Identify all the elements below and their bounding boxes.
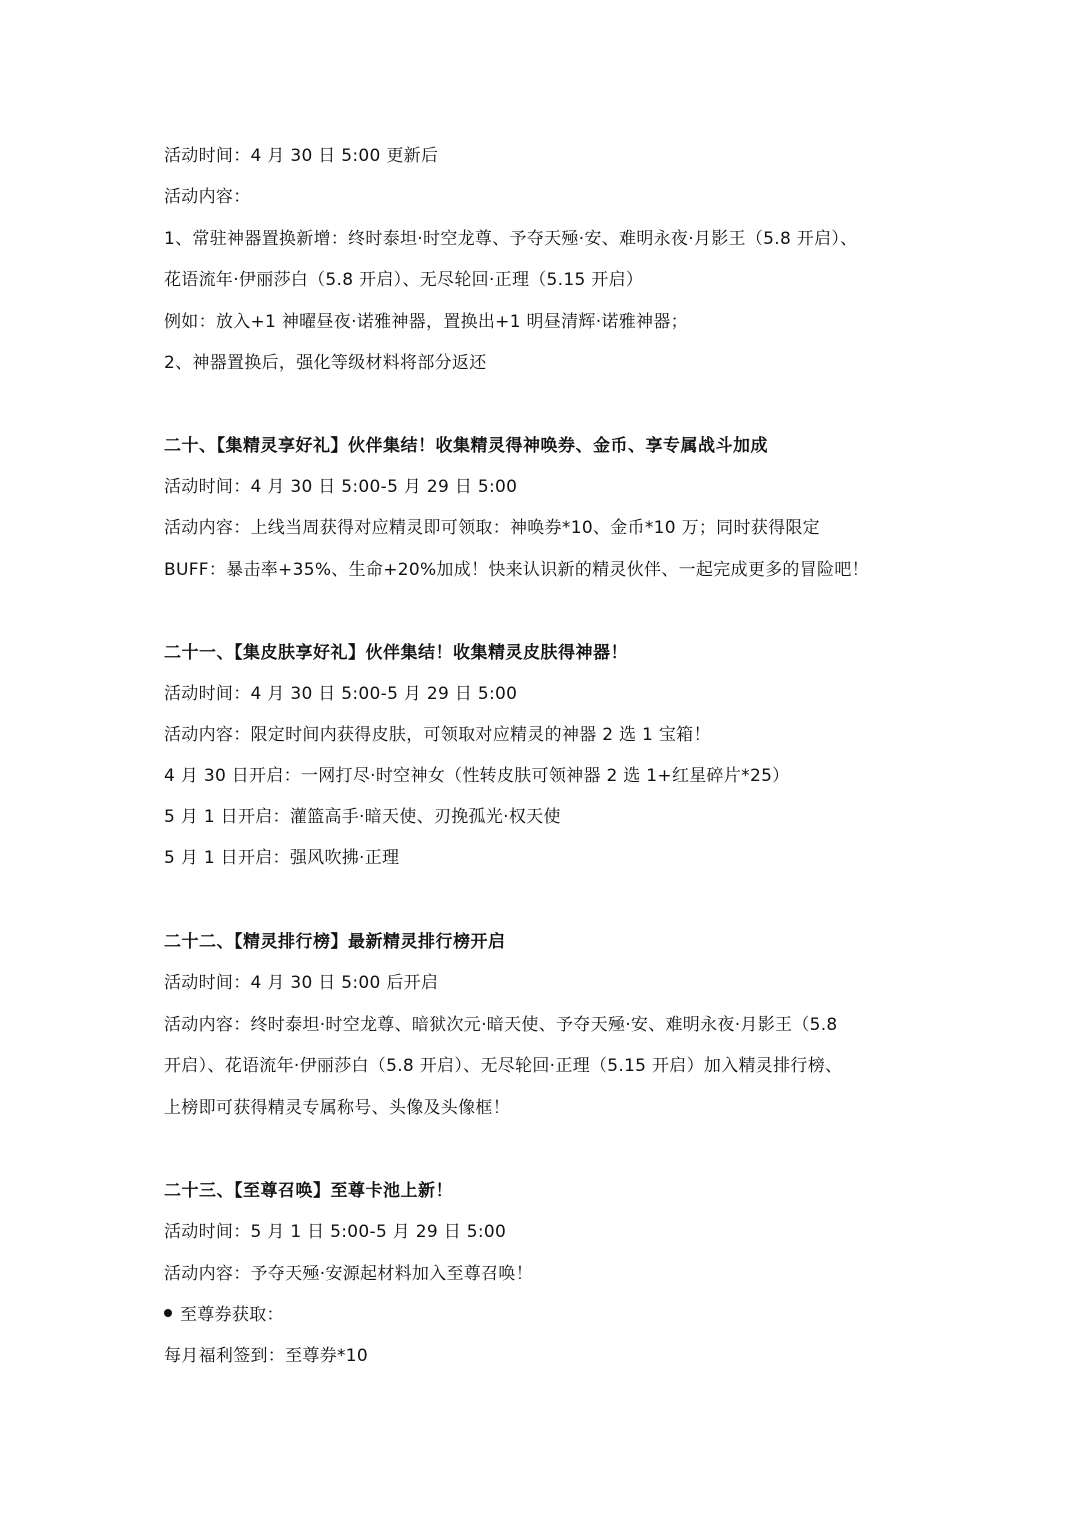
section21-line-b: 5 月 1 日开启：灌篮高手·暗天使、刃挽孤光·权天使 [164, 807, 561, 827]
section21-line-c: 5 月 1 日开启：强风吹拂·正理 [164, 848, 400, 868]
section20-heading: 二十、【集精灵享好礼】伙伴集结！收集精灵得神唤券、金币、享专属战斗加成 [164, 436, 768, 456]
section22-content-line2: 开启）、花语流年·伊丽莎白（5.8 开启）、无尽轮回·正理（5.15 开启）加入精灵排行榜、 [164, 1056, 843, 1076]
section21-line-a: 4 月 30 日开启：一网打尽·时空神女（性转皮肤可领神器 2 选 1+红星碎片*25） [164, 766, 790, 786]
bullet-icon [164, 1309, 172, 1317]
section22-content-line3: 上榜即可获得精灵专属称号、头像及头像框！ [164, 1098, 510, 1118]
section21-time: 活动时间：4 月 30 日 5:00-5 月 29 日 5:00 [164, 684, 518, 704]
intro-time: 活动时间：4 月 30 日 5:00 更新后 [164, 146, 439, 166]
intro-content-label: 活动内容： [164, 187, 251, 207]
section22-time: 活动时间：4 月 30 日 5:00 后开启 [164, 973, 439, 993]
section20-time: 活动时间：4 月 30 日 5:00-5 月 29 日 5:00 [164, 477, 518, 497]
section22-heading: 二十二、【精灵排行榜】最新精灵排行榜开启 [164, 932, 506, 952]
section20-content-line2: BUFF：暴击率+35%、生命+20%加成！快来认识新的精灵伙伴、一起完成更多的冒险吧！ [164, 560, 869, 580]
section22-content-line1: 活动内容：终时泰坦·时空龙尊、暗狱次元·暗天使、予夺天殛·安、难明永夜·月影王（5.8 [164, 1015, 838, 1035]
section23-content: 活动内容：予夺天殛·安源起材料加入至尊召唤！ [164, 1264, 534, 1284]
intro-example: 例如：放入+1 神曜昼夜·诺雅神器，置换出+1 明昼清辉·诺雅神器； [164, 312, 688, 332]
section21-content: 活动内容：限定时间内获得皮肤，可领取对应精灵的神器 2 选 1 宝箱！ [164, 725, 711, 745]
section23-monthly: 每月福利签到：至尊券*10 [164, 1346, 369, 1366]
section23-heading: 二十三、【至尊召唤】至尊卡池上新！ [164, 1181, 453, 1201]
section20-content-line1: 活动内容：上线当周获得对应精灵即可领取：神唤券*10、金币*10 万；同时获得限定 [164, 518, 820, 538]
intro-item2: 2、神器置换后，强化等级材料将部分返还 [164, 353, 487, 373]
section23-time: 活动时间：5 月 1 日 5:00-5 月 29 日 5:00 [164, 1222, 507, 1242]
intro-item1-line1: 1、常驻神器置换新增：终时泰坦·时空龙尊、予夺天殛·安、难明永夜·月影王（5.8 开启）、 [164, 229, 858, 249]
intro-item1-line2: 花语流年·伊丽莎白（5.8 开启）、无尽轮回·正理（5.15 开启） [164, 270, 644, 290]
section23-bullet-item [164, 1303, 964, 1327]
section23-bullet-text: 至尊券获取： [180, 1305, 284, 1325]
section21-heading: 二十一、【集皮肤享好礼】伙伴集结！收集精灵皮肤得神器！ [164, 643, 628, 663]
